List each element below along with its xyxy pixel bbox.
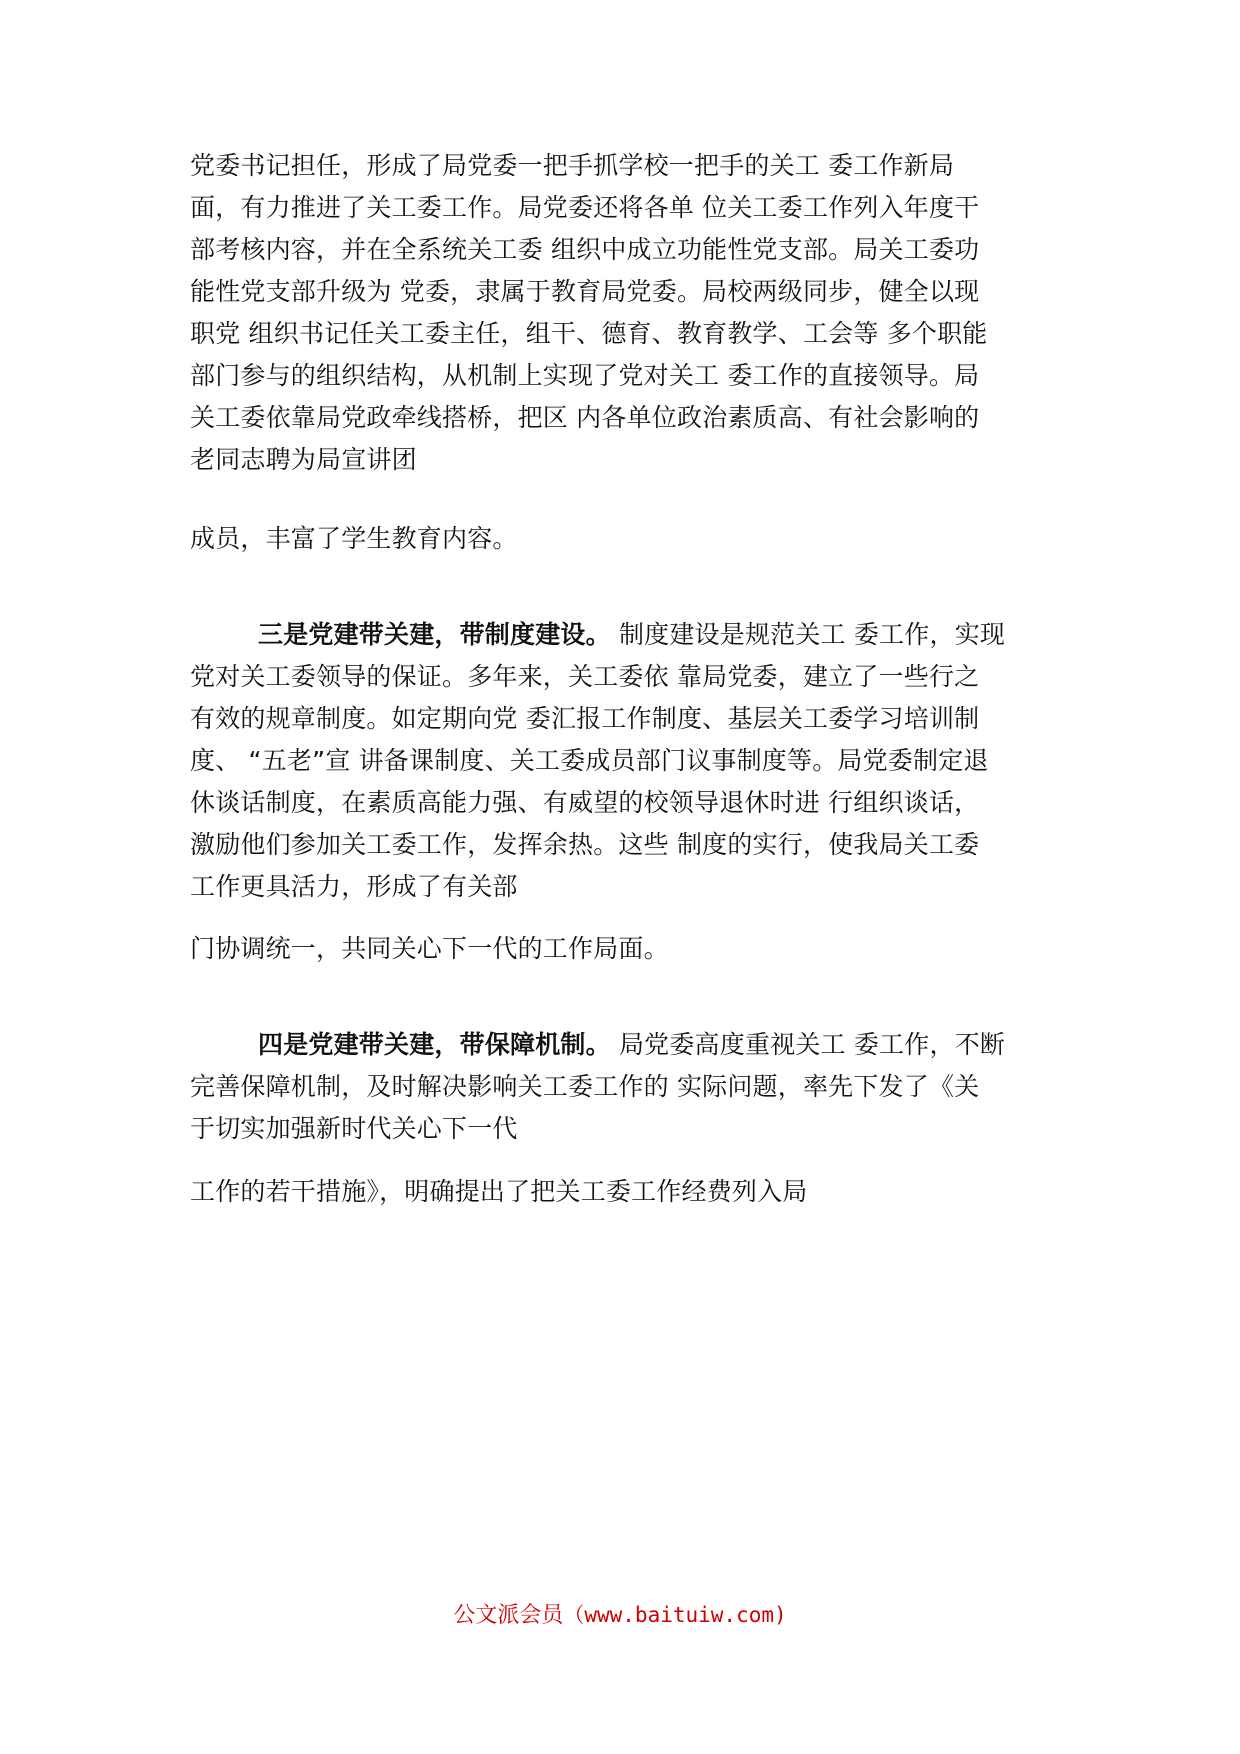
paragraph-3 (190, 1024, 1070, 1150)
paragraph-1-line: 面，有力推进了关工委工作。局党委还将各单 位关工委工作列入年度干 (190, 193, 980, 222)
footer-label: 公文派会员 (453, 1603, 564, 1628)
paragraph-2-tail-line: 门协调统一，共同关心下一代的工作局面。 (190, 934, 669, 963)
paragraph-1-tail-line: 成员，丰富了学生教育内容。 (190, 524, 518, 553)
paragraph-2-line: 休谈话制度，在素质高能力强、有威望的校领导退休时进 行组织谈话， (190, 788, 980, 817)
paragraph-1-line: 职党 组织书记任关工委主任，组干、德育、教育教学、工会等 多个职能 (190, 319, 988, 348)
paragraph-2-line: 激励他们参加关工委工作，发挥余热。这些 制度的实行，使我局关工委 (190, 830, 980, 859)
paragraph-2-line: 度、 “五老”宣 讲备课制度、关工委成员部门议事制度等。局党委制定退 (190, 746, 989, 775)
section-heading-4: 四是党建带关建，带保障机制。 (258, 1030, 611, 1059)
paragraph-2-line: 有效的规章制度。如定期向党 委汇报工作制度、基层关工委学习培训制 (190, 704, 980, 733)
paragraph-1-line: 能性党支部升级为 党委，隶属于教育局党委。局校两级同步，健全以现 (190, 277, 980, 306)
paragraph-1-line: 部门参与的组织结构，从机制上实现了党对关工 委工作的直接领导。局 (190, 361, 980, 390)
footer-watermark (0, 1598, 1240, 1629)
paragraph-3-tail (190, 1171, 1070, 1213)
paragraph-2-line: 党对关工委领导的保证。多年来，关工委依 靠局党委，建立了一些行之 (190, 662, 980, 691)
paragraph-1-line: 部考核内容，并在全系统关工委 组织中成立功能性党支部。局关工委功 (190, 235, 980, 264)
paragraph-3-line: 完善保障机制，及时解决影响关工委工作的 实际问题，率先下发了《关 (190, 1072, 980, 1101)
paragraph-2-line: 工作更具活力，形成了有关部 (190, 872, 518, 901)
paragraph-3-first-line (190, 1024, 1070, 1066)
paragraph-1-tail (190, 518, 1070, 560)
footer-url: （www.baituiw.com) (563, 1603, 787, 1627)
paragraph-2 (190, 614, 1070, 908)
paragraph-3-line: 于切实加强新时代关心下一代 (190, 1114, 518, 1143)
paragraph-1-line: 党委书记担任，形成了局党委一把手抓学校一把手的关工 委工作新局 (190, 151, 955, 180)
paragraph-2-first-line (190, 614, 1070, 656)
paragraph-3-tail-line: 工作的若干措施》，明确提出了把关工委工作经费列入局 (190, 1177, 808, 1206)
paragraph-3-first-line-rest: 局党委高度重视关工 委工作，不断 (610, 1030, 1006, 1059)
paragraph-2-tail (190, 928, 1070, 970)
paragraph-1 (190, 145, 1070, 481)
paragraph-2-first-line-rest: 制度建设是规范关工 委工作，实现 (610, 620, 1006, 649)
paragraph-1-line: 关工委依靠局党政牵线搭桥，把区 内各单位政治素质高、有社会影响的 (190, 403, 980, 432)
section-heading-3: 三是党建带关建，带制度建设。 (258, 620, 611, 649)
paragraph-1-line: 老同志聘为局宣讲团 (190, 445, 417, 474)
